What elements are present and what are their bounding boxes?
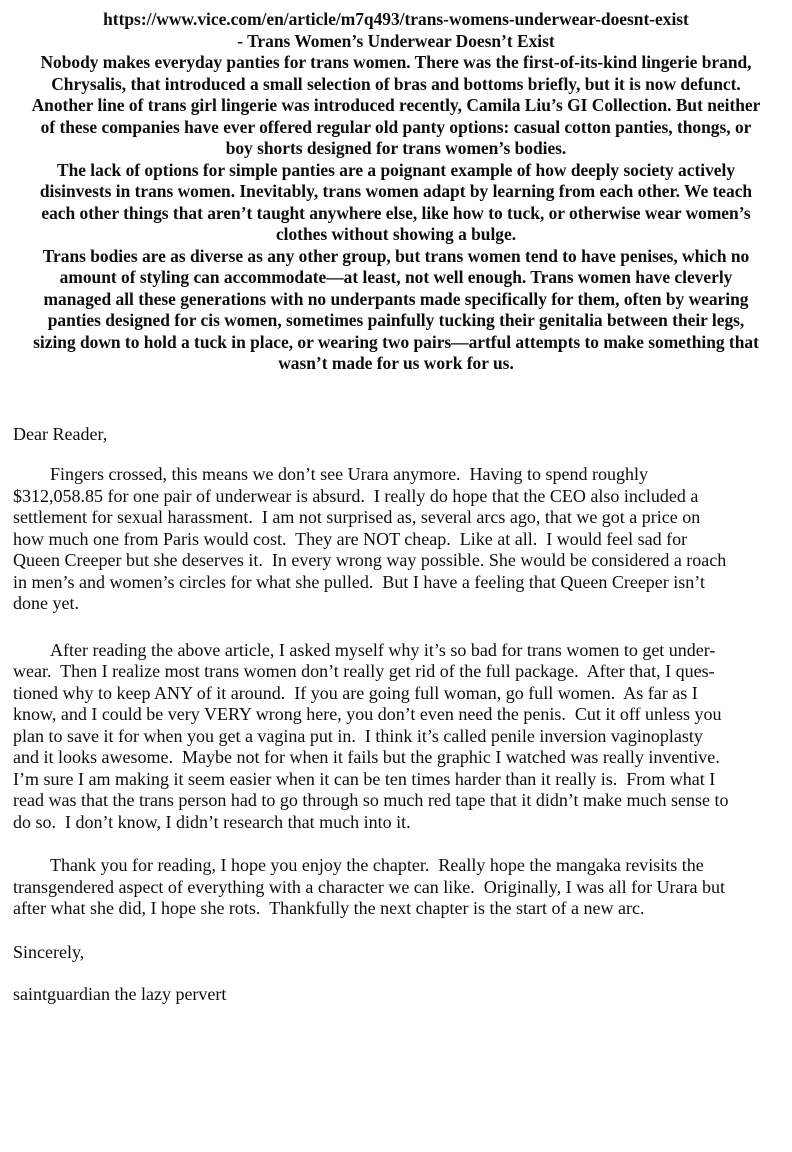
article-title: - Trans Women’s Underwear Doesn’t Exist: [237, 30, 555, 51]
letter-line: $312,058.85 for one pair of underwear is absurd. I really do hope that the CEO also included a: [13, 485, 699, 506]
article-line: The lack of options for simple panties are a poignant example of how deeply society actively: [56, 159, 736, 180]
article-line: wasn’t made for us work for us.: [278, 353, 514, 373]
article-line: Trans bodies are as diverse as any other group, but trans women tend to have penises, which no: [42, 245, 750, 266]
letter-line: transgendered aspect of everything with a character we can like. Originally, I was all for Urara but: [13, 876, 726, 897]
letter-line: wear. Then I realize most trans women don’t really get rid of the full package. After that, I ques-: [13, 661, 715, 681]
article-url: https://www.vice.com/en/article/m7q493/trans-womens-underwear-doesnt-exist: [103, 9, 689, 29]
letter-line: I’m sure I am making it seem easier when it can be ten times harder than it really is. From what I: [13, 768, 716, 789]
letter-line: Queen Creeper but she deserves it. In every wrong way possible. She would be considered a roach: [13, 550, 727, 570]
letter-line: settlement for sexual harassment. I am not surprised as, several arcs ago, that we got a price on: [13, 507, 701, 527]
letter-line: plan to save it for when you get a vagina put in. I think it’s called penile inversion vaginoplasty: [13, 725, 703, 746]
letter-paragraph-3: [13, 855, 779, 920]
letter-line: After reading the above article, I asked myself why it’s so bad for trans women to get under-: [50, 639, 716, 660]
article-line: Nobody makes everyday panties for trans women. There was the first-of-its-kind lingerie brand,: [40, 52, 752, 72]
letter-line: tioned why to keep ANY of it around. If you are going full woman, go full women. As far as I: [13, 682, 698, 703]
article-line: disinvests in trans women. Inevitably, trans women adapt by learning from each other. We teach: [39, 181, 753, 201]
letter-line: know, and I could be very VERY wrong here, you don’t even need the penis. Cut it off unless you: [13, 704, 722, 724]
letter-line: do so. I don’t know, I didn’t research that much into it.: [13, 811, 411, 832]
letter-line: in men’s and women’s circles for what she pulled. But I have a feeling that Queen Creeper isn’t: [13, 571, 705, 592]
article-line: sizing down to hold a tuck in place, or wearing two pairs—artful attempts to make something that: [33, 331, 759, 352]
letter-salutation: Dear Reader,: [13, 423, 108, 444]
article-line: boy shorts designed for trans women’s bodies.: [225, 138, 567, 158]
letter-closing: Sincerely,: [13, 941, 85, 962]
letter-line: done yet.: [13, 593, 79, 613]
letter-line: how much one from Paris would cost. They are NOT cheap. Like at all. I would feel sad for: [13, 528, 688, 549]
article-line: Another line of trans girl lingerie was introduced recently, Camila Liu’s GI Collection. But neither: [31, 95, 761, 115]
letter-paragraph-2: [13, 640, 779, 834]
article-line: clothes without showing a bulge.: [275, 224, 517, 244]
article-line: each other things that aren’t taught anywhere else, like how to tuck, or otherwise wear women’s: [41, 202, 751, 223]
article-quote-block: [0, 0, 792, 375]
letter-paragraph-1: [13, 464, 779, 615]
article-line: amount of styling can accommodate—at least, not well enough. Trans women have cleverly: [59, 267, 733, 287]
letter-line: Thank you for reading, I hope you enjoy the chapter. Really hope the mangaka revisits the: [50, 855, 704, 875]
article-line: panties designed for cis women, sometimes painfully tucking their genitalia between their legs,: [47, 310, 745, 330]
article-line: Chrysalis, that introduced a small selection of bras and bottoms briefly, but it is now defunct.: [51, 73, 741, 94]
letter-body: [13, 424, 779, 1006]
article-line: of these companies have ever offered regular old panty options: casual cotton panties, thongs, or: [40, 116, 752, 137]
letter-line: after what she did, I hope she rots. Thankfully the next chapter is the start of a new arc.: [13, 898, 645, 918]
letter-line: read was that the trans person had to go through so much red tape that it didn’t make much sense to: [13, 790, 729, 810]
letter-signature: saintguardian the lazy pervert: [13, 984, 227, 1004]
article-line: managed all these generations with no underpants made specifically for them, often by wearing: [43, 288, 749, 309]
letter-line: and it looks awesome. Maybe not for when it fails but the graphic I watched was really inventive.: [13, 747, 720, 767]
letter-line: Fingers crossed, this means we don’t see Urara anymore. Having to spend roughly: [50, 464, 649, 484]
